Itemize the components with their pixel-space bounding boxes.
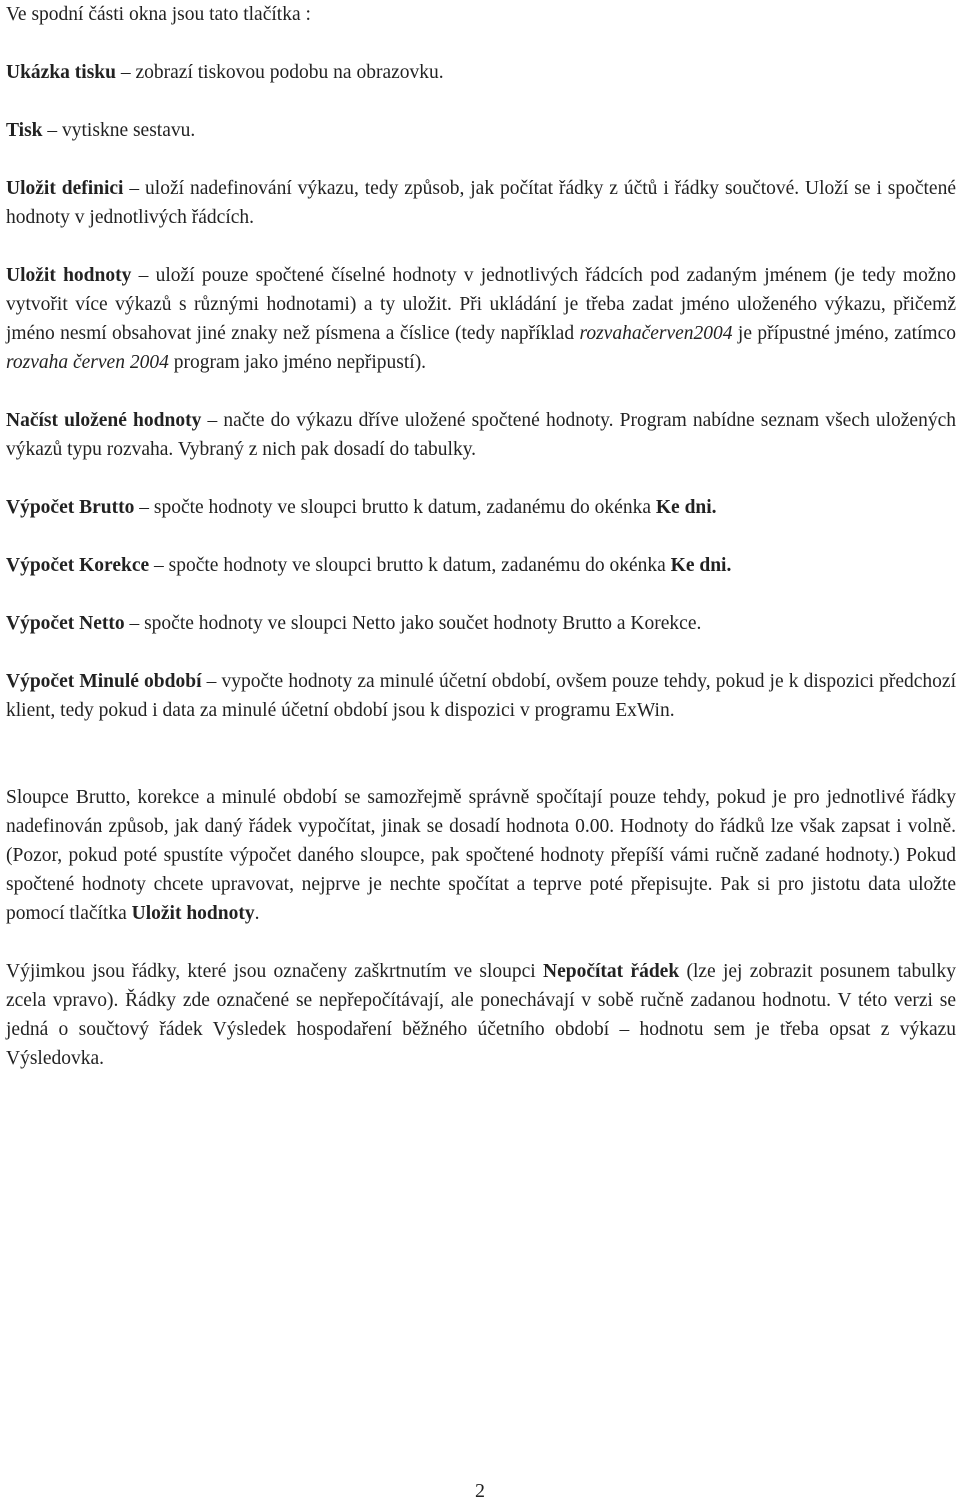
item-nacist-hodnoty: Načíst uložené hodnoty – načte do výkazu dříve uložené spočtené hodnoty. Program nabídne seznam všech uložených výkazů typu rozvaha. Vybraný z nich pak dosadí do tabulky.: [6, 410, 956, 460]
example-invalid-name: rozvaha červen 2004: [6, 352, 169, 373]
item-vypocet-netto: Výpočet Netto – spočte hodnoty ve sloupci Netto jako součet hodnoty Brutto a Korekce.: [6, 613, 702, 634]
item-vypocet-korekce: Výpočet Korekce – spočte hodnoty ve sloupci brutto k datum, zadanému do okénka Ke dni.: [6, 555, 732, 576]
term: Výpočet Netto: [6, 613, 125, 634]
item-tisk: Tisk – vytiskne sestavu.: [6, 120, 196, 141]
document-page: [6, 0, 956, 1073]
column-ref: Nepočítat řádek: [543, 961, 680, 982]
term: Načíst uložené hodnoty: [6, 410, 202, 431]
term: Výpočet Brutto: [6, 497, 135, 518]
page-number: 2: [475, 1480, 485, 1502]
item-ukazka-tisku: Ukázka tisku – zobrazí tiskovou podobu na obrazovku.: [6, 62, 444, 83]
term: Tisk: [6, 120, 43, 141]
intro-text: Ve spodní části okna jsou tato tlačítka :: [6, 4, 311, 25]
term: Uložit hodnoty: [6, 265, 132, 286]
button-ref: Uložit hodnoty: [131, 903, 255, 924]
term: Výpočet Korekce: [6, 555, 150, 576]
item-vypocet-brutto: Výpočet Brutto – spočte hodnoty ve sloupci brutto k datum, zadanému do okénka Ke dni.: [6, 497, 717, 518]
term: Ukázka tisku: [6, 62, 116, 83]
field-ref: Ke dni.: [655, 497, 717, 518]
term: Uložit definici: [6, 178, 124, 199]
item-ulozit-definici: Uložit definici – uloží nadefinování výkazu, tedy způsob, jak počítat řádky z účtů i řádky součtové. Uloží se i spočtené hodnoty v jednotlivých řádcích.: [6, 178, 956, 228]
paragraph-sloupce: Sloupce Brutto, korekce a minulé období se samozřejmě správně spočítají pouze tehdy, pokud je pro jednotlivé řádky nadefinován způsob, jak daný řádek vypočítat, jinak se dosadí hodnota 0.00. Hodnoty do řádků lze však zapsat i volně. (Pozor, pokud poté spustíte výpočet daného sloupce, pak spočtené hodnoty přepíší vámi ručně zadané hodnoty.) Pokud spočtené hodnoty chcete upravovat, nejprve je nechte spočítat a teprve poté přepisujte. Pak si pro jistotu data uložte pomocí tlačítka Uložit hodnoty.: [6, 787, 956, 924]
field-ref: Ke dni.: [670, 555, 732, 576]
example-valid-name: rozvahačerven2004: [579, 323, 733, 344]
item-vypocet-minule-obdobi: Výpočet Minulé období – vypočte hodnoty za minulé účetní období, ovšem pouze tehdy, pokud je k dispozici předchozí klient, tedy pokud i data za minulé účetní období jsou k dispozici v programu ExWin.: [6, 671, 956, 721]
term: Výpočet Minulé období: [6, 671, 202, 692]
item-ulozit-hodnoty: Uložit hodnoty – uloží pouze spočtené číselné hodnoty v jednotlivých řádcích pod zadaným jménem (je tedy možno vytvořit více výkazů s různými hodnotami) a ty uložit. Při ukládání je třeba zadat jméno uloženého výkazu, přičemž jméno nesmí obsahovat jiné znaky než písmena a číslice (tedy například rozvahačerven2004 je přípustné jméno, zatímco rozvaha červen 2004 program jako jméno nepřipustí).: [6, 265, 957, 373]
paragraph-vyjimkou: Výjimkou jsou řádky, které jsou označeny zaškrtnutím ve sloupci Nepočítat řádek (lze jej zobrazit posunem tabulky zcela vpravo). Řádky zde označené se nepřepočítávají, ale ponechávají v sobě ručně zadanou hodnotu. V této verzi se jedná o součtový řádek Výsledek hospodaření běžného účetního období – hodnotu sem je třeba opsat z výkazu Výsledovka.: [6, 961, 956, 1069]
